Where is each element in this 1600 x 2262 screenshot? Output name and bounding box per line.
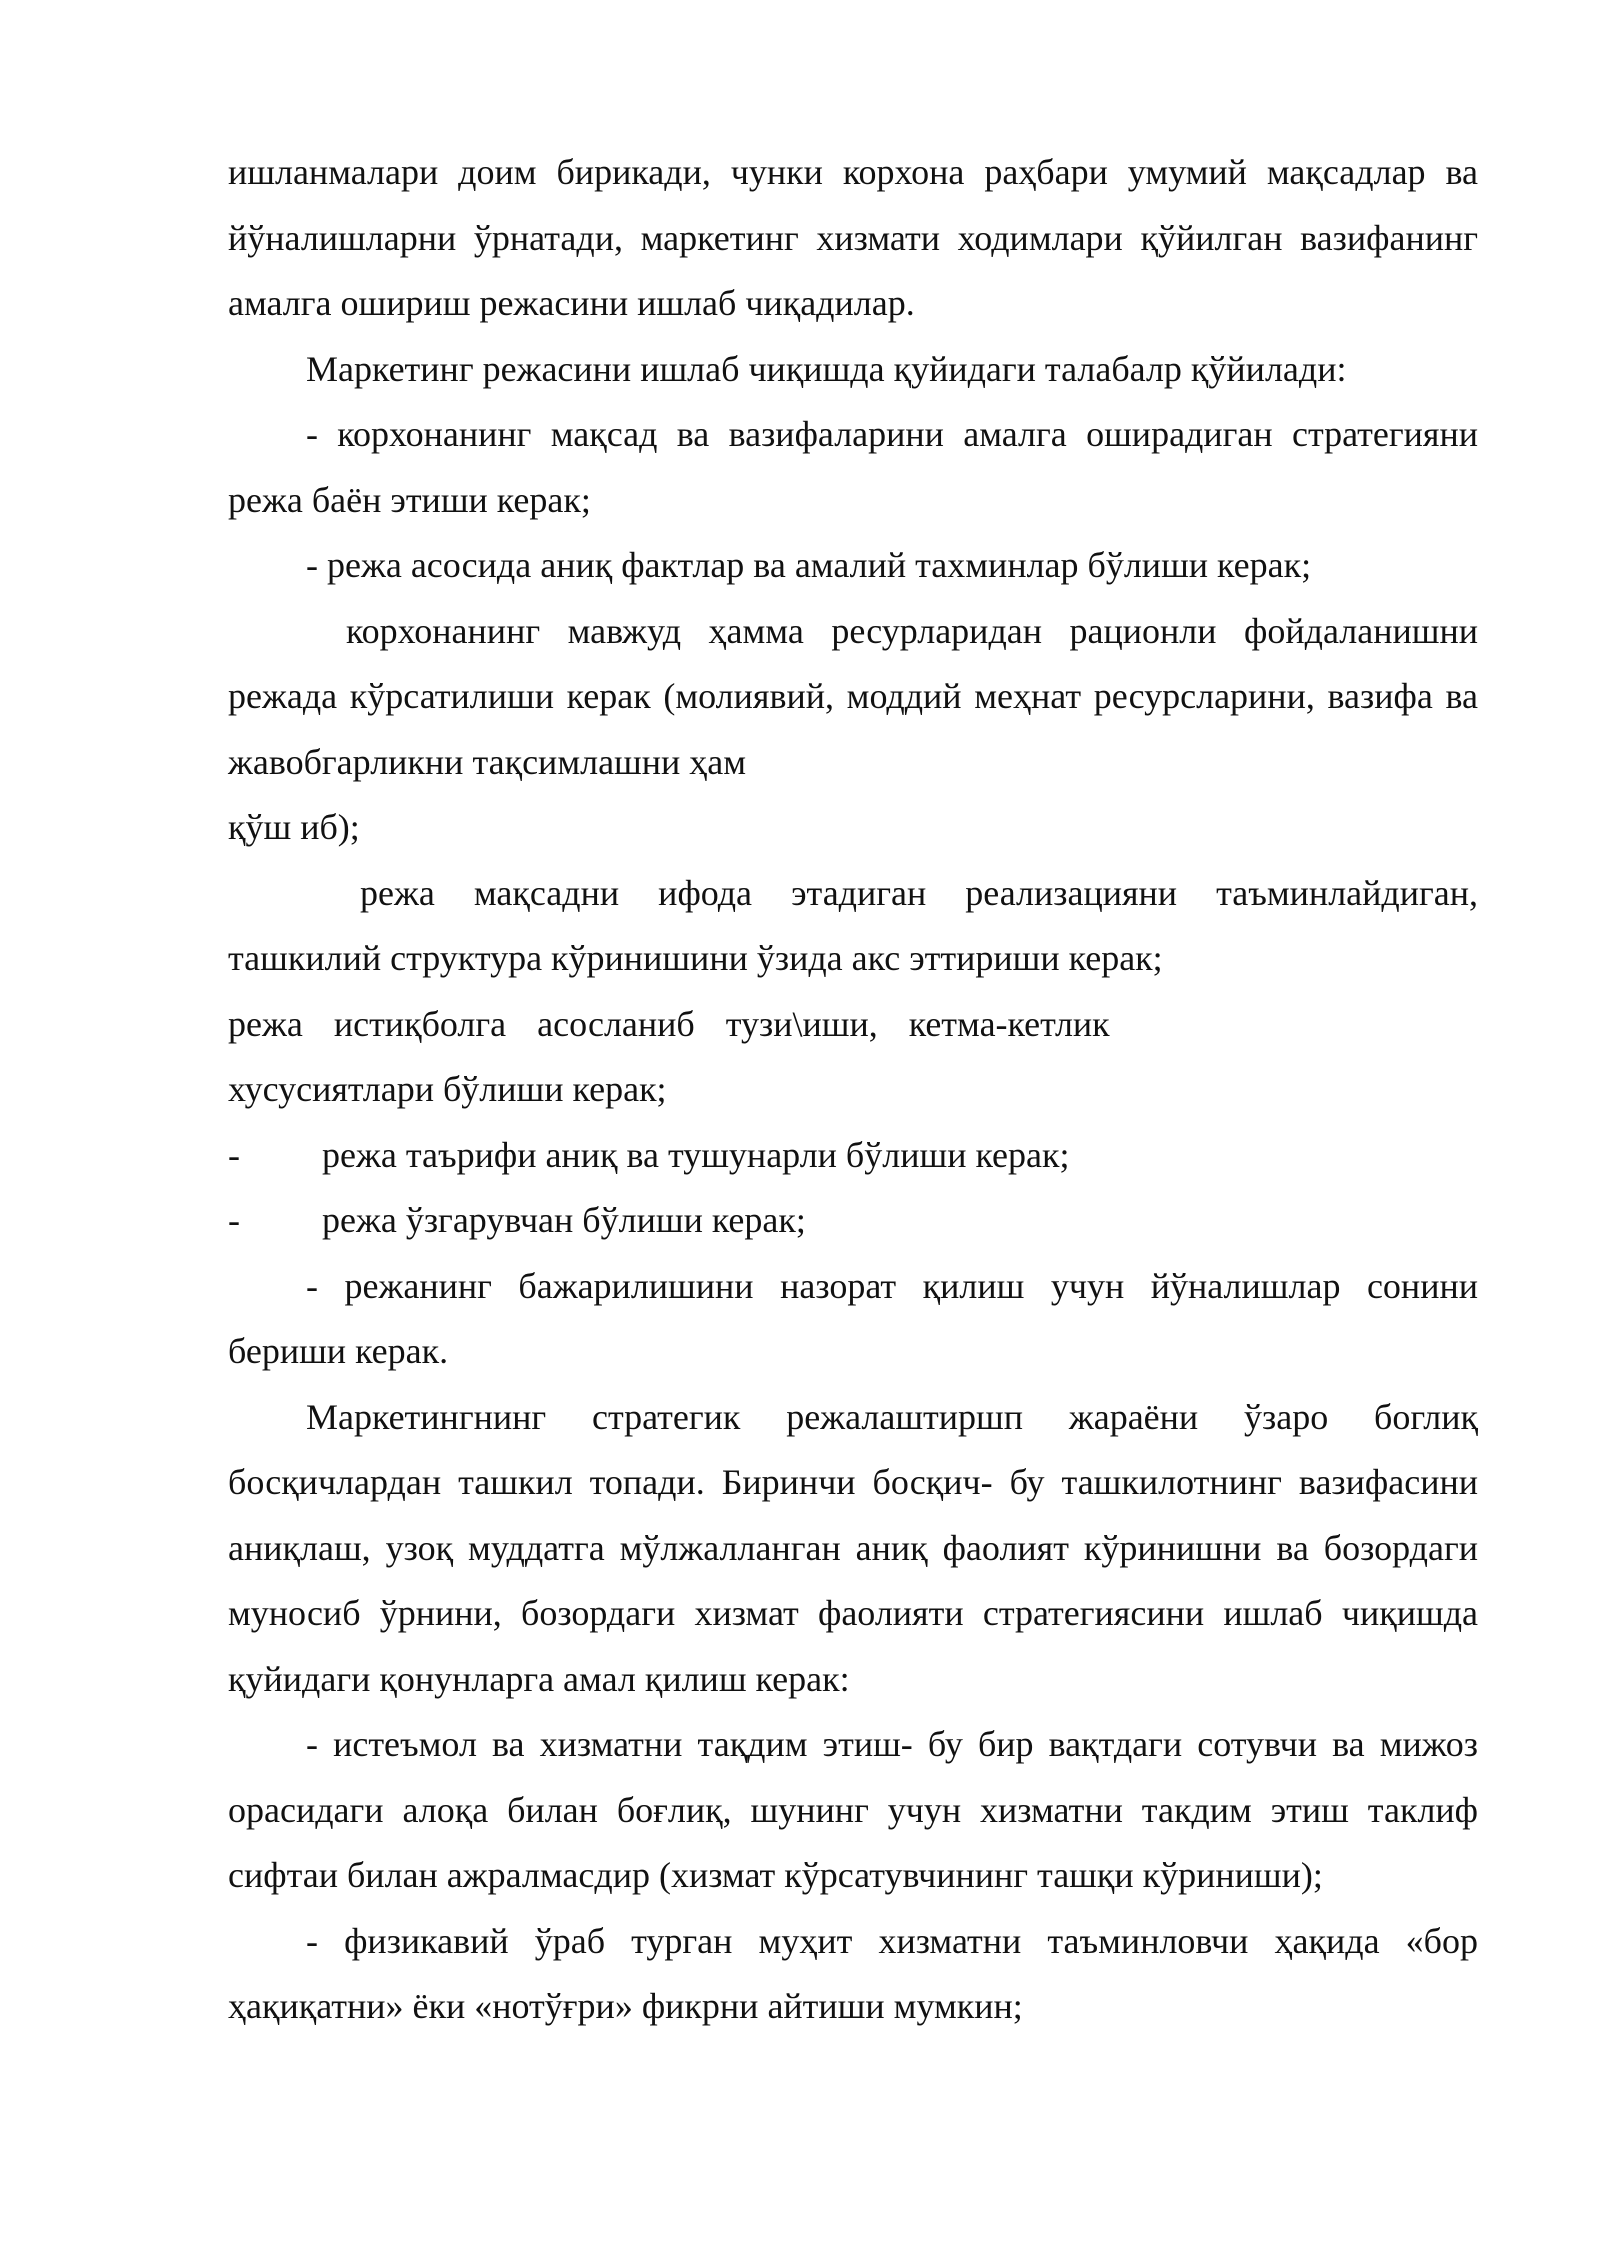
list-item-structure: режа мақсадни ифода этадиган реализацияни таъминлайдиган, ташкилий структура кўринишини ўзида акс эттириши керак; [228, 872, 1478, 978]
list-item-clarity [228, 1123, 1478, 1189]
list-item-resources-end: қўш иб); [228, 807, 360, 847]
list-item-clarity-text: режа таърифи аниқ ва тушунарли бўлиши керак; [322, 1134, 1070, 1175]
list-dash: - [228, 1200, 240, 1240]
list-item-flexibility-text: режа ўзгарувчан бўлиши керак; [322, 1200, 806, 1240]
list-item-consumption: - истеъмол ва хизматни тақдим этиш- бу бир вақтдаги сотувчи ва мижоз орасидаги алоқа билан боғлиқ, шунинг учун хизматни такдим этиш таклиф сифтаи билан ажралмасдир (хизмат кўрсатувчининг ташқи кўриниши); [228, 1724, 1478, 1895]
list-item-resources: корхонанинг мавжуд ҳамма ресурларидан рационли фойдаланишни режада кўрсатилиши керак (молиявий, моддий меҳнат ресурсларини, вазифа ва жавобгарликни тақсимлашни ҳам [228, 610, 1478, 782]
list-item-control: - режанинг бажарилишини назорат қилиш учун йўналишлар сонини бериши керак. [228, 1265, 1478, 1371]
list-item-perspective-end: хусусиятлари бўлиши керак; [228, 1069, 667, 1109]
list-item-environment: - физикавий ўраб турган муҳит хизматни таъминловчи ҳақида «бор ҳақиқатни» ёки «нотўғри» фикрни айтиши мумкин; [228, 1920, 1478, 2026]
document-body [228, 140, 1478, 2040]
list-dash: - [228, 1134, 240, 1175]
paragraph-1: ишланмалари доим бирикади, чунки корхона раҳбари умумий мақсадлар ва йўналишларни ўрнатади, маркетинг хизмати ходимлари қўйилган вазифанинг амалга ошириш режасини ишлаб чиқадилар. [228, 152, 1478, 323]
list-item-facts: - режа асосида аниқ фактлар ва амалий тахминлар бўлиши керак; [306, 545, 1312, 585]
list-item-strategy: - корхонанинг мақсад ва вазифаларини амалга оширадиган стратегияни режа баён этиши керак; [228, 414, 1478, 520]
paragraph-requirements-intro: Маркетинг режасини ишлаб чиқишда қуйидаги талабалр қўйилади: [306, 348, 1347, 389]
paragraph-strategic-planning: Маркетингнинг стратегик режалаштиршп жараёни ўзаро боглиқ босқичлардан ташкил топади. Биринчи босқич- бу ташкилотнинг вазифасини аниқлаш, узоқ муддатга мўлжалланган аниқ фаолият кўринишни ва бозордаги муносиб ўрнини, бозордаги хизмат фаолияти стратегиясини ишлаб чиқишда қуйидаги қонунларга амал қилиш керак: [228, 1396, 1478, 1699]
list-item-perspective: режа истиқболга асосланиб тузи\иши, кетма-кетлик [228, 1003, 1110, 1044]
list-item-flexibility [228, 1188, 1478, 1254]
